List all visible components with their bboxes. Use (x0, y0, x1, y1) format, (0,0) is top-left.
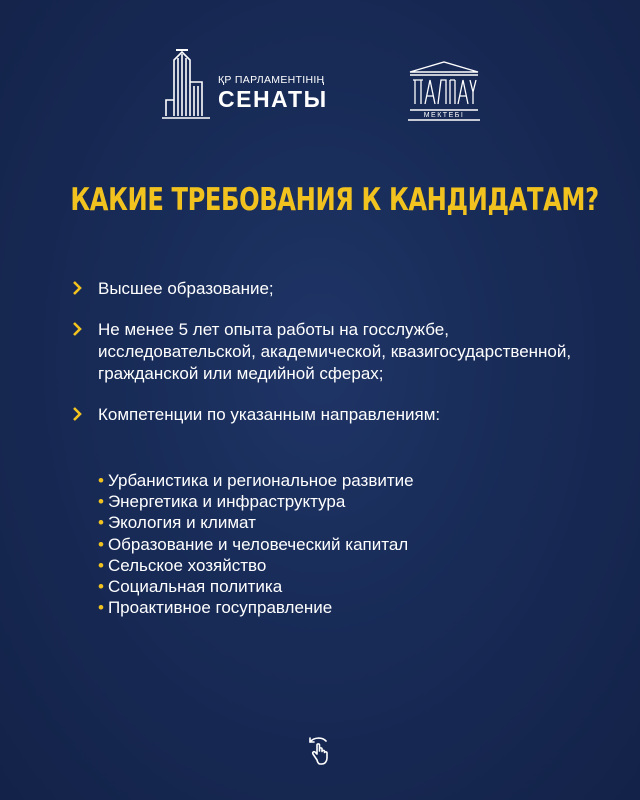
requirement-item (72, 319, 592, 385)
requirement-text: Компетенции по указанным направлениям: (98, 405, 441, 424)
competency-item (98, 576, 414, 597)
talday-logo-subtext: МЕКТЕБІ (423, 112, 465, 119)
competency-item (98, 491, 414, 512)
bullet-icon: • (98, 492, 104, 512)
logos-header (0, 46, 640, 122)
requirement-text: Не менее 5 лет опыта работы на госслужбе, исследовательской, академической, квазигосударственной, гражданской или медийной сферах; (98, 320, 572, 383)
chevron-right-icon (72, 322, 84, 336)
competency-text: Урбанистика и региональное развитие (107, 471, 414, 490)
competency-text: Экология и климат (107, 513, 256, 533)
requirement-item (72, 404, 592, 426)
page-title: КАКИЕ ТРЕБОВАНИЯ К КАНДИДАТАМ? (70, 182, 599, 218)
requirements-list (72, 278, 592, 445)
bullet-icon: • (98, 534, 104, 554)
competency-item (98, 470, 414, 491)
competency-text: Социальная политика (107, 577, 283, 597)
senate-text (218, 74, 328, 113)
senate-building-icon (160, 46, 212, 122)
competencies-list (98, 470, 414, 618)
competency-item (98, 597, 414, 618)
competency-item (98, 534, 414, 555)
senate-title: СЕНАТЫ (218, 86, 328, 112)
requirement-item (72, 278, 592, 300)
chevron-right-icon (72, 281, 84, 295)
senate-logo (160, 46, 360, 122)
competency-item (98, 512, 414, 533)
bullet-icon: • (98, 471, 104, 490)
bullet-icon: • (98, 577, 104, 597)
competency-item (98, 555, 414, 576)
competency-text: Проактивное госуправление (107, 598, 333, 618)
bullet-icon: • (98, 555, 104, 575)
senate-subtitle: ҚР ПАРЛАМЕНТІНІҢ (218, 74, 325, 86)
competency-text: Образование и человеческий капитал (107, 534, 409, 554)
competency-text: Сельское хозяйство (107, 555, 267, 575)
bullet-icon: • (98, 598, 104, 618)
bullet-icon: • (98, 513, 104, 533)
requirement-text: Высшее образование; (98, 279, 274, 298)
swipe-hand-icon[interactable] (306, 736, 334, 766)
competency-text: Энергетика и инфраструктура (107, 492, 346, 512)
talday-logo (406, 60, 482, 122)
chevron-right-icon (72, 407, 84, 421)
